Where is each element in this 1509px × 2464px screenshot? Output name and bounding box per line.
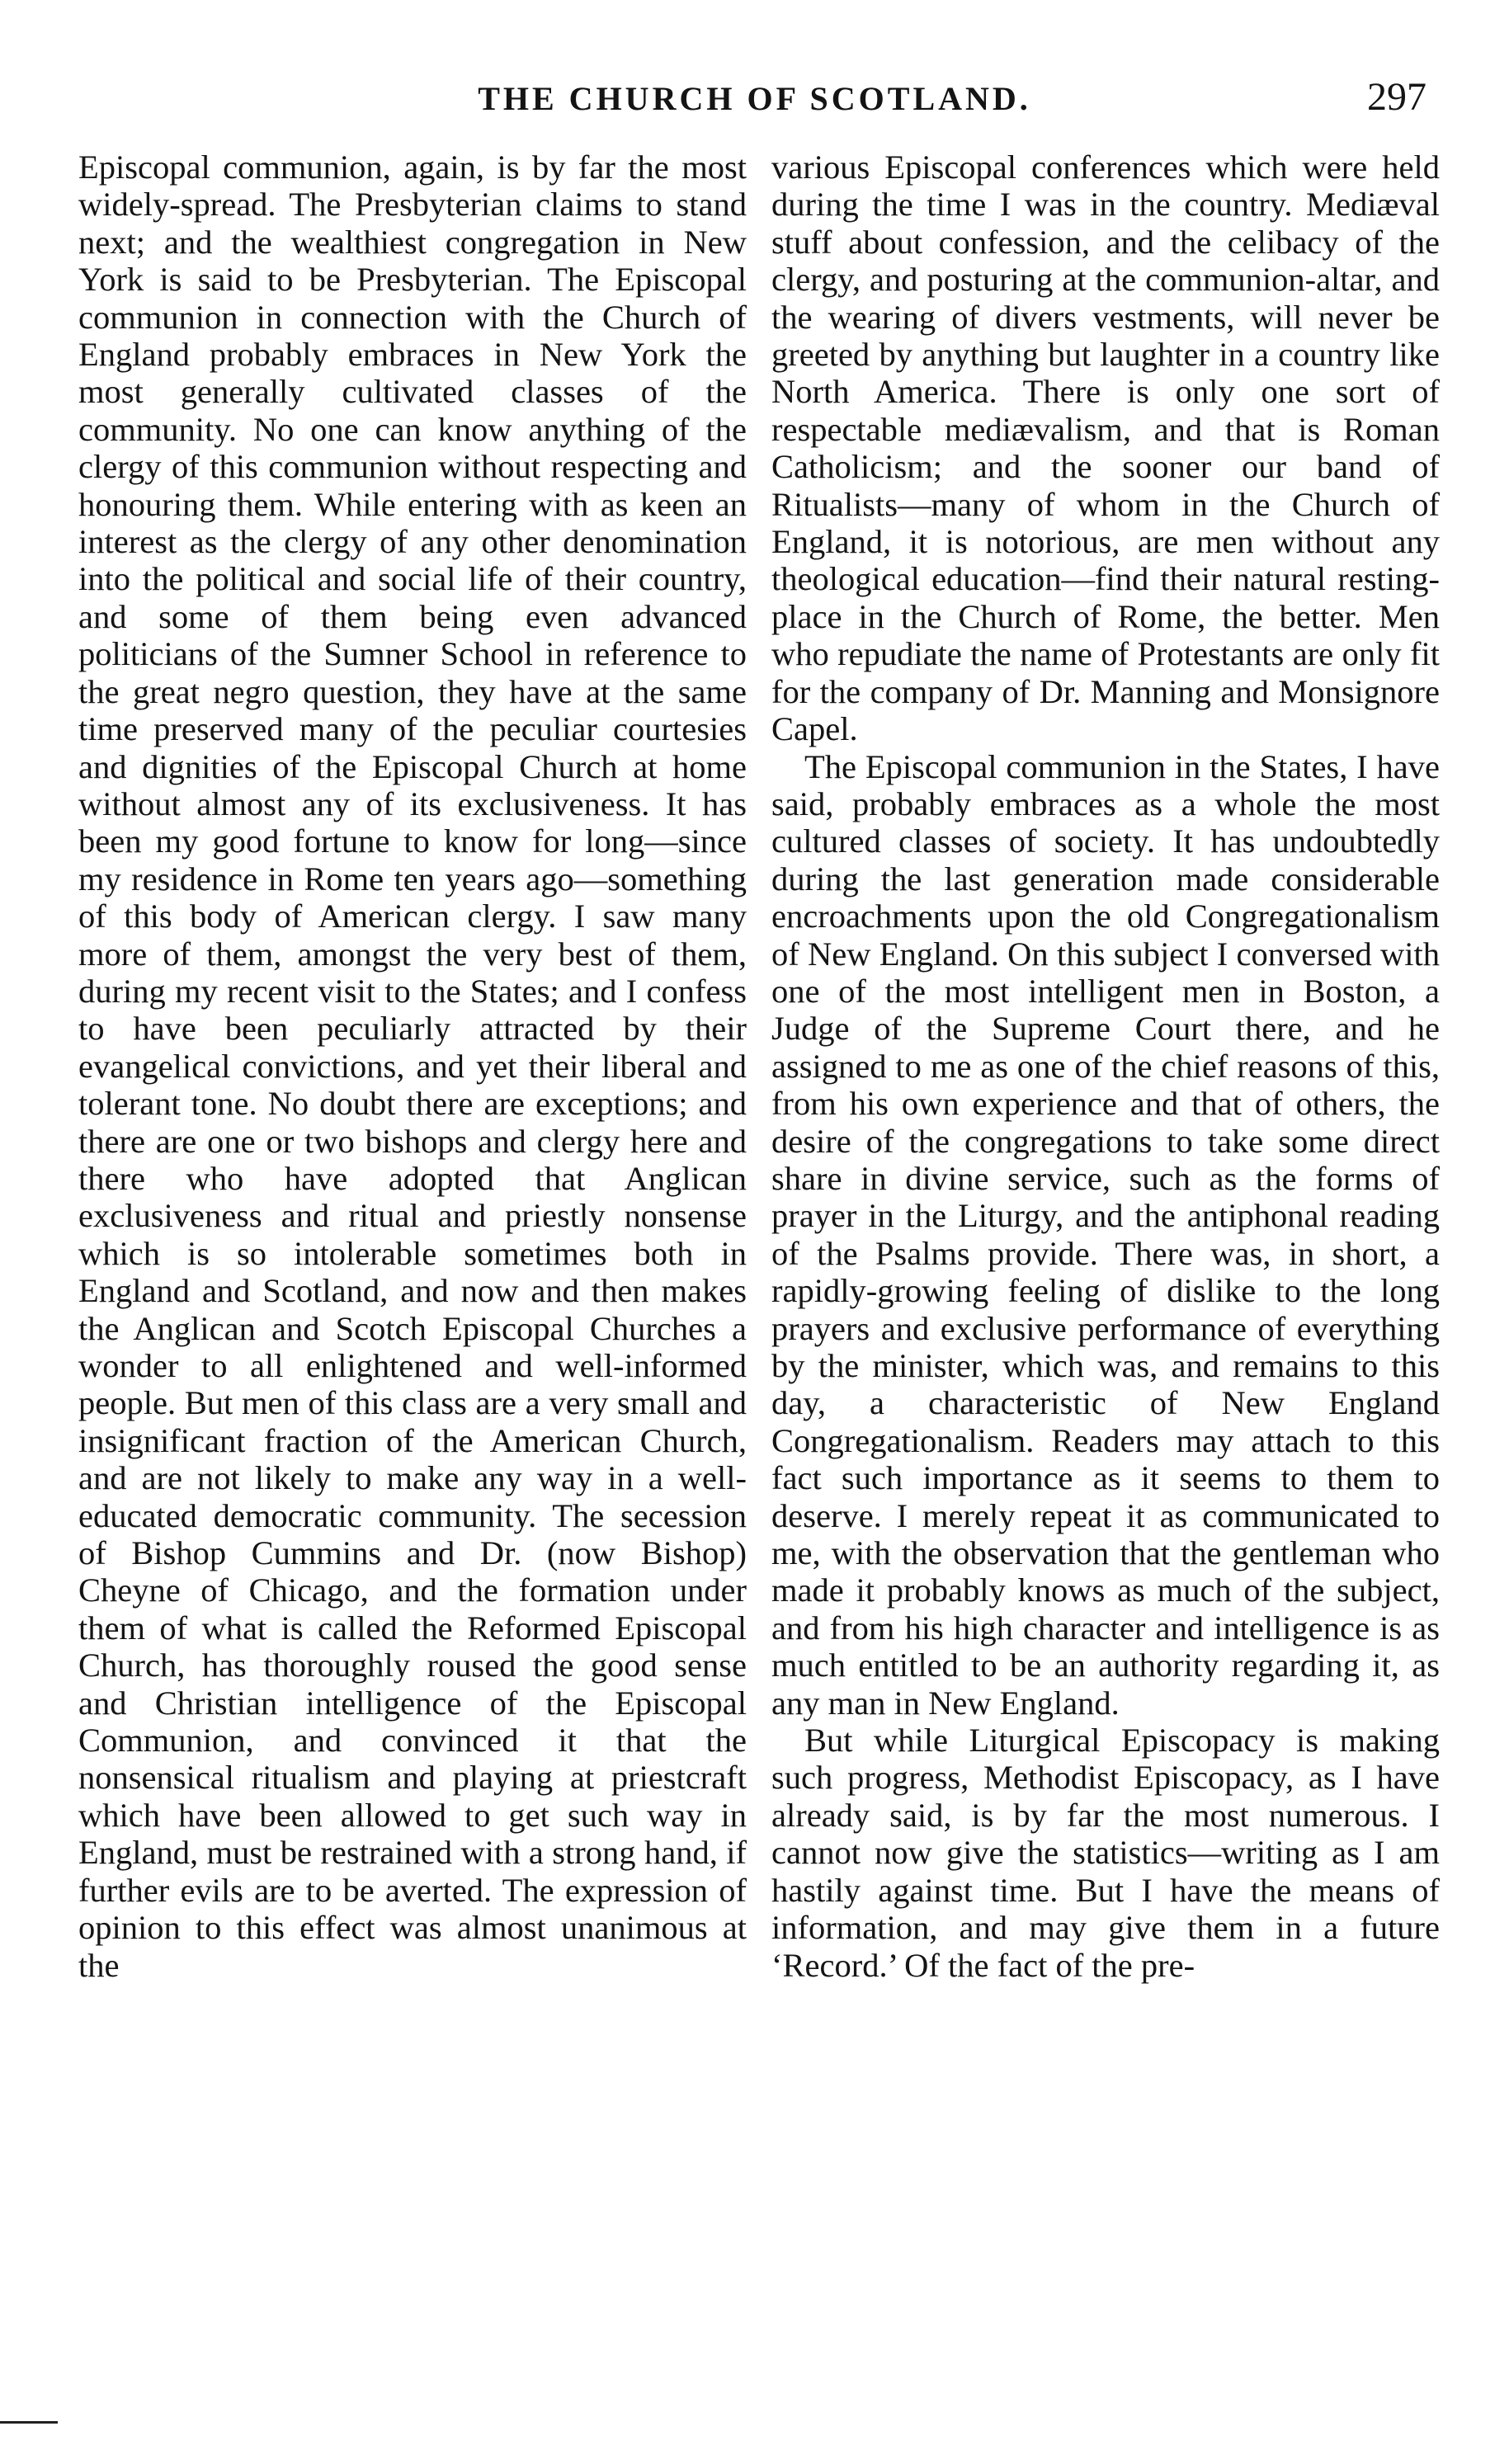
left-column [78,148,747,1984]
running-title: THE CHURCH OF SCOTLAND. [478,80,1031,117]
right-paragraph-2: The Episcopal communion in the States, I have said, probably embraces as a whole the most cultured classes of society. It has undoubtedly during the last generation made considerable encroachments upon the old Congregationalism of New England. On this subject I conversed with one of the most intelligent men in Boston, a Judge of the Supreme Court there, and he assigned to me as one of the chief reasons of this, from his own experience and that of others, the desire of the congregations to take some direct share in divine service, such as the forms of prayer in the Liturgy, and the antiphonal reading of the Psalms provide. There was, in short, a rapidly-growing feeling of dislike to the long prayers and exclusive performance of everything by the minister, which was, and remains to this day, a characteristic of New England Congregationalism. Readers may attach to this fact such importance as it seems to them to deserve. I merely repeat it as communicated to me, with the observation that the gentleman who made it probably knows as much of the subject, and from his high character and intelligence is as much entitled to be an authority regarding it, as any man in New England. [771,747,1440,1722]
right-paragraph-1: various Episcopal conferences which were held during the time I was in the country. Mediæval stuff about confession, and the celibacy of the clergy, and posturing at the communion-altar, and the wearing of divers vestments, will never be greeted by anything but laughter in a country like North America. There is only one sort of respectable mediævalism, and that is Roman Catholicism; and the sooner our band of Ritualists—many of whom in the Church of England, it is notorious, are men without any theological education—find their natural resting-place in the Church of Rome, the better. Men who repudiate the name of Protestants are only fit for the company of Dr. Manning and Monsignore Capel. [771,148,1440,748]
right-column [771,148,1440,1984]
running-head [0,75,1509,129]
right-paragraph-3: But while Liturgical Episcopacy is making such progress, Methodist Episcopacy, as I have already said, is by far the most numerous. I cannot now give the statistics—writing as I am hastily against time. But I have the means of information, and may give them in a future ‘Record.’ Of the fact of the pre- [771,1722,1440,1984]
page-number: 297 [1367,75,1426,119]
footer-rule [0,2421,58,2424]
left-paragraph-1: Episcopal communion, again, is by far the most widely-spread. The Presbyterian claims to stand next; and the wealthiest congregation in New York is said to be Presbyterian. The Episcopal communion in connection with the Church of England probably embraces in New York the most generally cultivated classes of the community. No one can know anything of the clergy of this communion without respecting and honouring them. While entering with as keen an interest as the clergy of any other denomination into the political and social life of their country, and some of them being even advanced politicians of the Sumner School in reference to the great negro question, they have at the same time preserved many of the peculiar courtesies and dignities of the Episcopal Church at home without almost any of its exclusiveness. It has been my good fortune to know for long—since my residence in Rome ten years ago—something of this body of American clergy. I saw many more of them, amongst the very best of them, during my recent visit to the States; and I confess to have been peculiarly attracted by their evangelical convictions, and yet their liberal and tolerant tone. No doubt there are exceptions; and there are one or two bishops and clergy here and there who have adopted that Anglican exclusiveness and ritual and priestly nonsense which is so intolerable sometimes both in England and Scotland, and now and then makes the Anglican and Scotch Episcopal Churches a wonder to all enlightened and well-informed people. But men of this class are a very small and insignificant fraction of the American Church, and are not likely to make any way in a well-educated democratic community. The secession of Bishop Cummins and Dr. (now Bishop) Cheyne of Chicago, and the formation under them of what is called the Reformed Episcopal Church, has thoroughly roused the good sense and Christian intelligence of the Episcopal Communion, and convinced it that the nonsensical ritualism and playing at priestcraft which have been allowed to get such way in England, must be restrained with a strong hand, if further evils are to be averted. The expression of opinion to this effect was almost unanimous at the [78,148,747,1984]
